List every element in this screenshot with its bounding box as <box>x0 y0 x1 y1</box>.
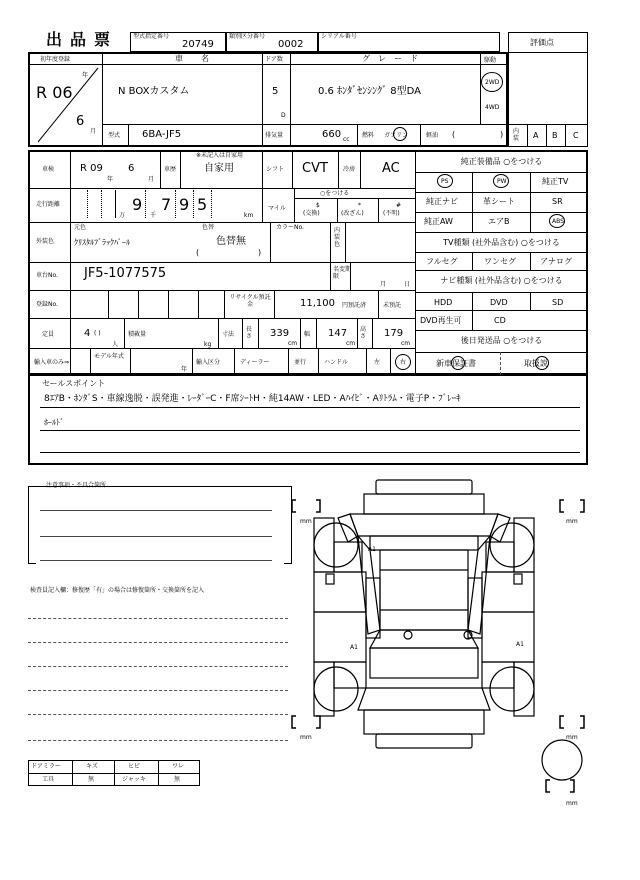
manual: 取扱説 <box>524 359 548 368</box>
load-label: 積載量 <box>128 331 147 338</box>
mile-label: マイル <box>268 205 286 212</box>
doors-label: ドア数 <box>265 56 283 63</box>
equip-pw: PW <box>497 178 507 185</box>
first-reg-slash <box>28 64 102 147</box>
ac-value: AC <box>382 161 400 176</box>
form-number-label: 型式指定番号 <box>133 33 170 40</box>
displacement-label: 排気量 <box>265 132 284 139</box>
drive-label: 駆動 <box>484 57 497 64</box>
name-change-label: 名変期限 <box>333 266 352 280</box>
rating-label: 評価点 <box>530 38 554 47</box>
later-items-label: 後日発送品 ○をつける <box>460 336 543 345</box>
first-reg-era: R 06 <box>36 83 73 102</box>
grade-label: グレード <box>362 54 426 63</box>
mileage-circle-note: ○をつける <box>320 190 350 197</box>
inspection-label: 車検 <box>42 166 55 173</box>
tv-type-label: TV種類 (社外品含む) ○をつける <box>443 238 560 247</box>
color-original: ｸﾘｽﾀﾙﾌﾞﾗｯｸﾊﾟｰﾙ <box>74 238 130 247</box>
mm-tr: mm <box>566 518 578 525</box>
capacity-value: 4 <box>84 328 91 339</box>
ac-label: 冷房 <box>343 166 356 173</box>
handle-right: 右 <box>400 359 407 366</box>
navi-sd: SD <box>552 298 564 307</box>
equip-navi: 純正ナビ <box>426 197 458 206</box>
navi-hdd: HDD <box>434 298 453 307</box>
diagram-mark-a1-right: A1 <box>516 641 524 648</box>
drive-4wd: 4WD <box>485 104 500 111</box>
recycle-label: リサイクル預託金 <box>229 294 271 308</box>
equip-airbag: エアB <box>488 217 510 226</box>
import-label: 輸入車のみ⇒ <box>34 359 70 366</box>
fuel-label: 燃料 <box>362 132 375 139</box>
model-year-label: モデル年式 <box>94 353 124 360</box>
handle-label: ハンドル <box>324 359 349 366</box>
mileage-label: 走行距離 <box>36 201 61 208</box>
equip-aw: 純正AW <box>424 217 453 226</box>
color-no-label: カラーNo. <box>276 224 304 231</box>
sales-label: セールスポイント <box>42 379 106 388</box>
fuel-gasoline-circle <box>393 127 407 141</box>
shift-value: CVT <box>302 161 328 176</box>
drive-2wd: 2WD <box>485 79 500 86</box>
displacement-value: 660 <box>322 129 342 140</box>
equip-abs-circle <box>549 214 565 228</box>
grade-value: 0.6 ﾎﾝﾀﾞｾﾝｼﾝｸﾞ 8型DA <box>318 86 421 97</box>
tv-fullseg: フルセグ <box>426 257 458 266</box>
navi-dvd: DVD <box>490 298 508 307</box>
capacity-label: 定員 <box>42 331 55 338</box>
fuel-diesel: 軽油 <box>426 132 439 139</box>
navi-type-label: ナビ種類 (社外品含む) ○をつける <box>440 276 563 285</box>
equip-tv: 純正TV <box>542 177 569 186</box>
equip-cd: CD <box>494 316 506 325</box>
dvd-playback: DVD再生可 <box>420 316 462 325</box>
category-label: 類別区分番号 <box>229 33 266 40</box>
car-damage-diagram <box>290 478 590 808</box>
equip-ps: PS <box>441 178 449 185</box>
sales-line2: ﾎｰﾙﾄﾞ <box>44 418 64 427</box>
history-value: 自家用 <box>204 163 234 174</box>
equip-abs: ABS <box>552 218 564 225</box>
manual-circle <box>535 356 549 370</box>
dims-label: 寸法 <box>222 331 235 338</box>
shift-label: シフト <box>266 166 285 173</box>
model-label: 型式 <box>108 132 121 139</box>
chassis-label: 車台No. <box>36 272 58 279</box>
category-number: 0002 <box>278 39 304 50</box>
import-class-label: 輸入区分 <box>196 359 221 366</box>
mileage-altered: (改ざん) <box>341 210 364 217</box>
drive-2wd-circle <box>481 72 503 92</box>
length-value: 339 <box>270 328 290 339</box>
tv-oneseg: ワンセグ <box>484 257 516 266</box>
sales-line1: 8ｴｱB・ﾎﾝﾀﾞS・車線逸脱・誤発進・ﾚｰﾀﾞｰC・F席ｼｰﾄH・純14AW・LED・Aﾊｲﾋﾞ・Aﾘﾄﾗﾑ・電子P・ﾌﾞﾚｰｷ <box>44 394 461 404</box>
new-warranty: 新車保証書 <box>436 359 476 368</box>
recycle-value: 11,100 <box>300 298 335 309</box>
caution-bracket <box>28 486 292 564</box>
interior-color-label: 内装色 <box>334 227 341 248</box>
recycle-unpaid: 未預託 <box>383 302 402 309</box>
car-name: N BOXカスタム <box>118 86 190 97</box>
history-note: ※未記入は自家用 <box>196 152 244 159</box>
registration-label: 登録No. <box>36 301 58 308</box>
mm-bl: mm <box>300 734 312 741</box>
diagram-mark-a1-front: A1 <box>368 546 376 553</box>
form-number: 20749 <box>182 39 214 50</box>
page-title: 出品票 <box>46 30 119 49</box>
history-label: 車歴 <box>164 166 177 173</box>
equip-pw-circle <box>493 174 509 188</box>
first-reg-month: 6 <box>76 114 85 129</box>
inspector-label: 検査員記入欄：修復歴「有」の場合は修復箇所・交換箇所を記入 <box>30 587 205 594</box>
handle-left: 左 <box>374 359 381 366</box>
mileage-exchange: (交換) <box>303 210 320 217</box>
mm-br: mm <box>566 734 578 741</box>
color-label: 外装色 <box>36 238 55 245</box>
import-parallel: 並行 <box>294 359 307 366</box>
diagram-mark-a1-left: A1 <box>350 644 358 651</box>
caution-label: 注意事項・不具合箇所 <box>46 482 107 489</box>
equip-ps-circle <box>437 174 453 188</box>
model-value: 6BA-JF5 <box>142 129 182 140</box>
first-reg-label: 初年度登録 <box>40 56 71 63</box>
chassis-value: JF5-1077575 <box>84 266 167 281</box>
car-name-label: 車名 <box>175 54 227 63</box>
mileage-unknown: (不明) <box>383 210 400 217</box>
equip-sr: SR <box>552 197 563 206</box>
new-warranty-circle <box>451 356 465 370</box>
mm-tl: mm <box>300 518 312 525</box>
tv-analog: アナログ <box>540 257 572 266</box>
color-repaint: 色替無 <box>216 236 246 247</box>
mm-spare: mm <box>566 800 578 807</box>
serial-label: シリアル番号 <box>321 33 357 40</box>
genuine-equipment-label: 純正装備品 ○をつける <box>460 157 543 166</box>
interior-label: 内装 <box>513 128 520 142</box>
doors-value: 5 <box>272 86 279 97</box>
import-dealer: ディーラー <box>240 359 270 366</box>
height-value: 179 <box>384 328 404 339</box>
equip-leather: 革シート <box>483 197 515 206</box>
handle-right-circle <box>395 354 411 370</box>
fuel-gasoline: ガソリン <box>384 132 409 139</box>
mileage-digits: 万 9 千 7 9 5 km <box>74 190 264 222</box>
width-value: 147 <box>328 328 348 339</box>
inspection-month: 6 <box>128 163 135 174</box>
inspection-value: R 09 <box>80 163 103 174</box>
